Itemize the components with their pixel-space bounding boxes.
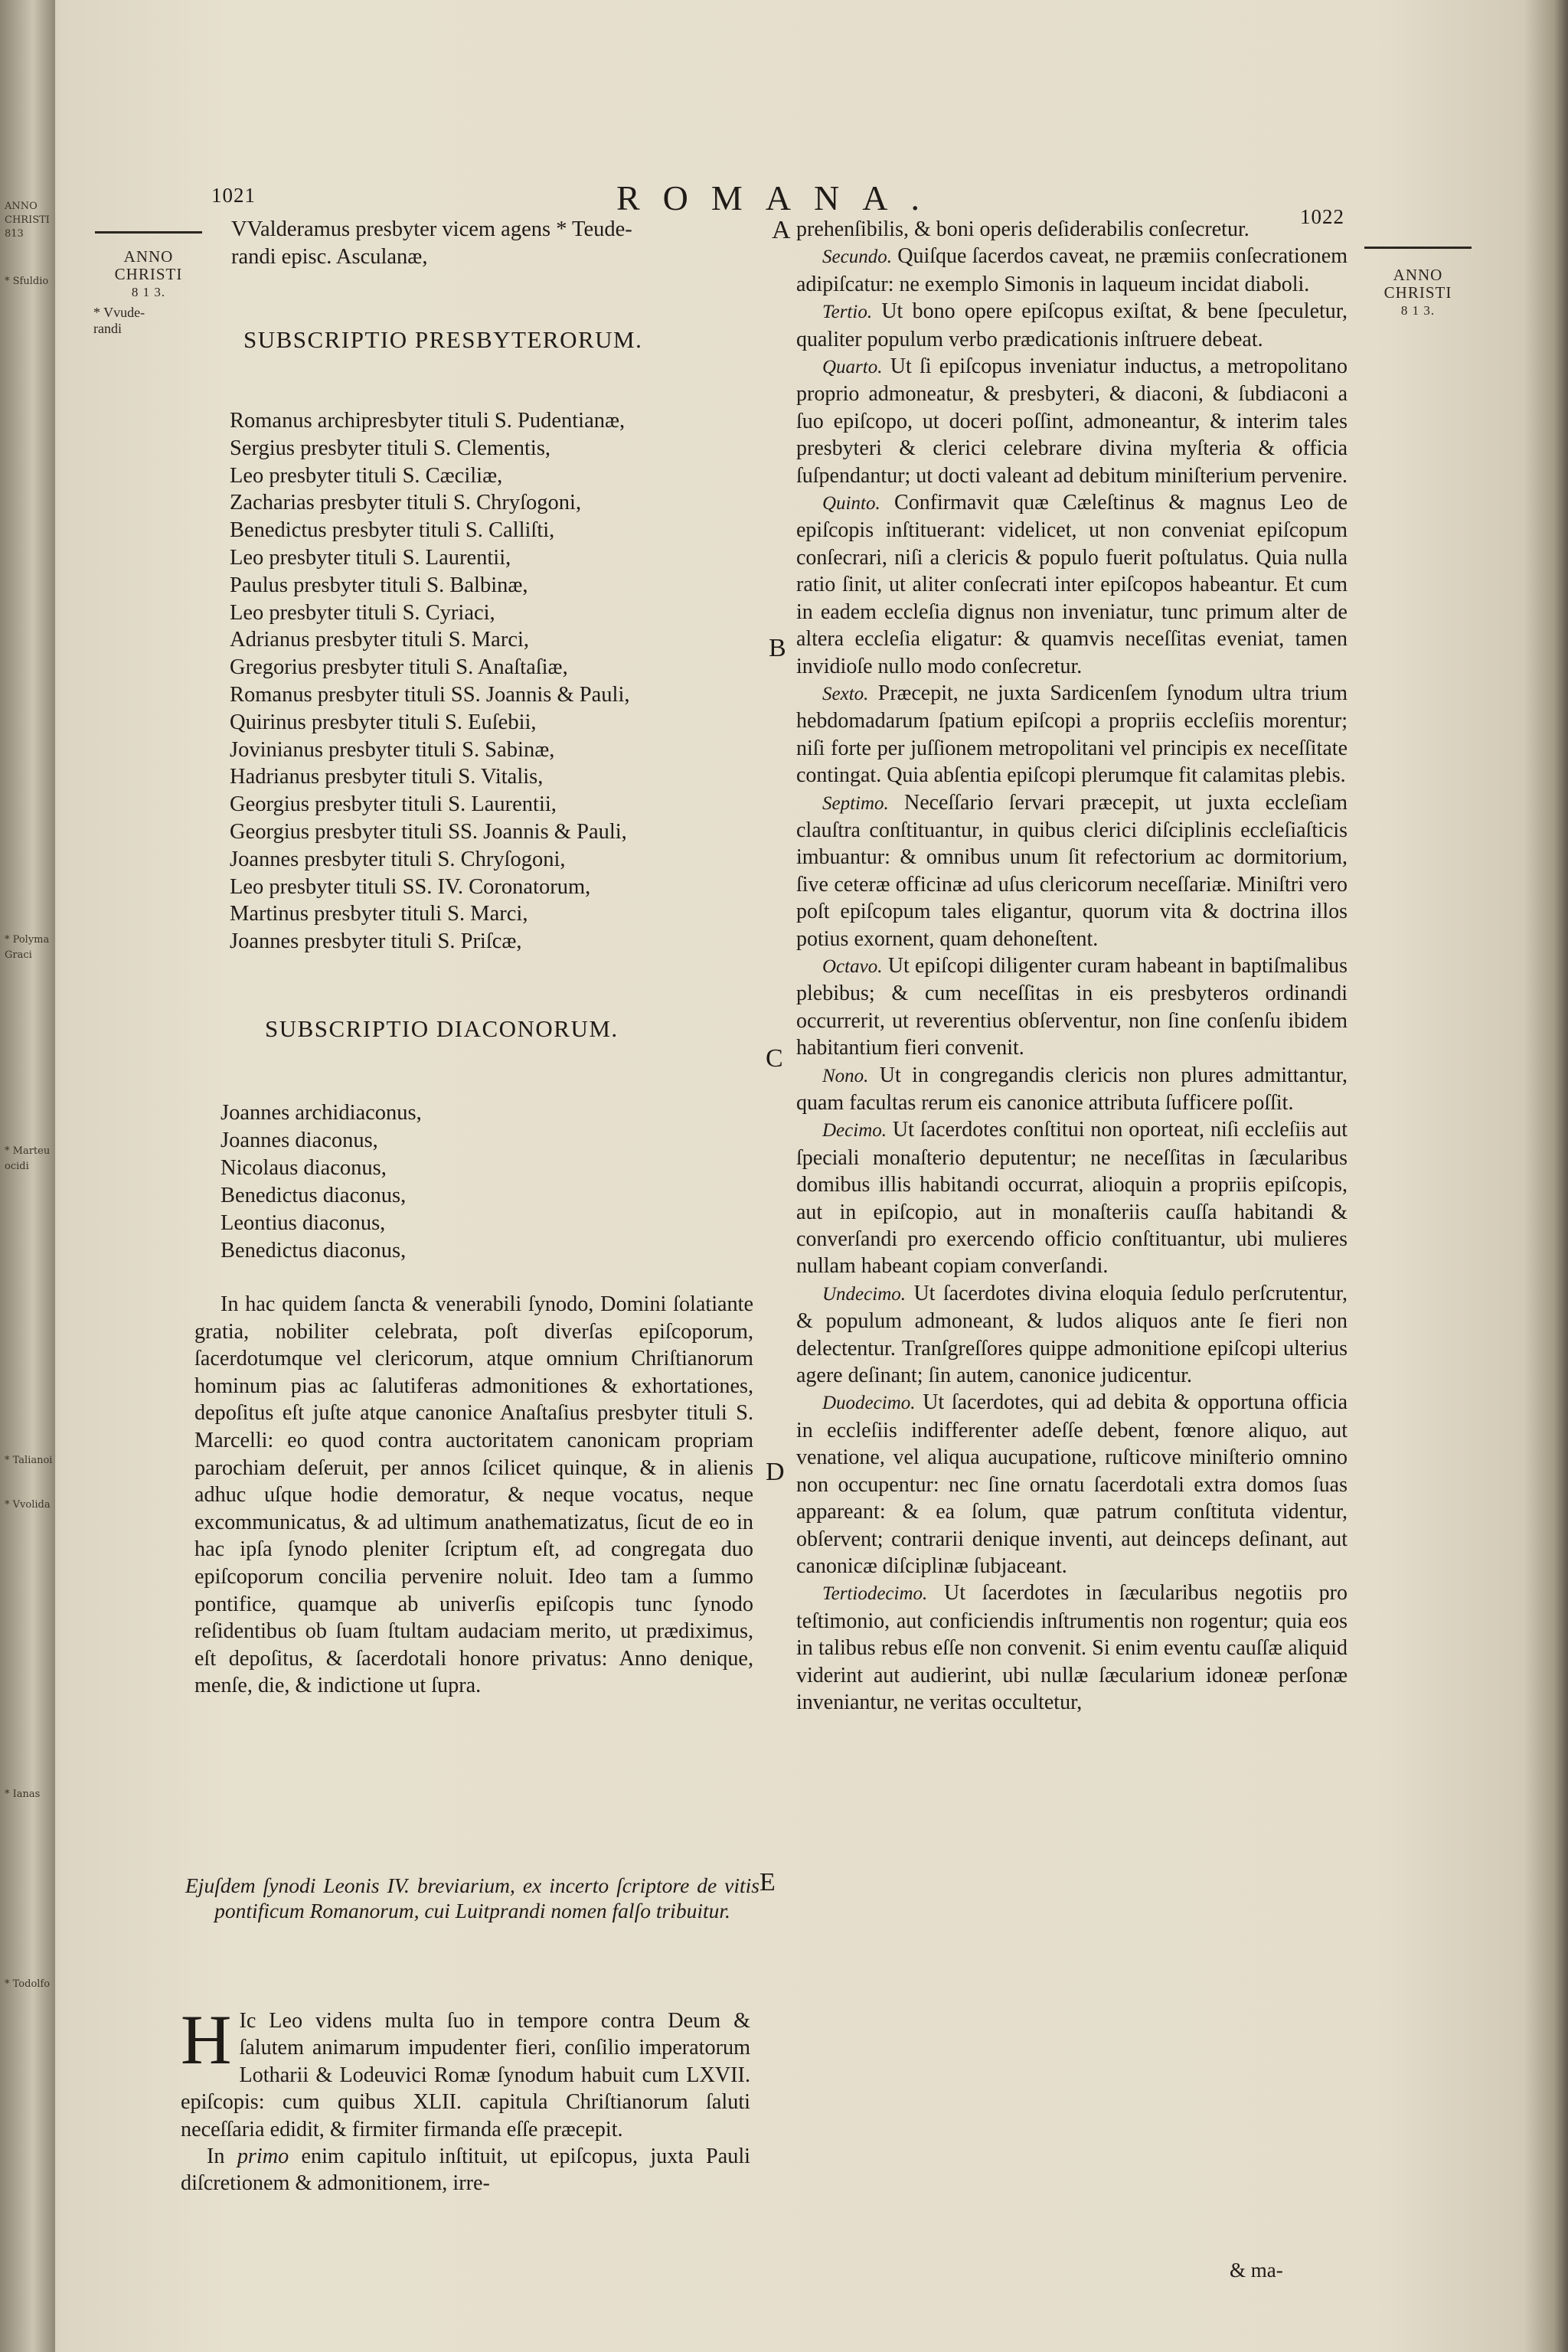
list-item: Leo presbyter tituli S. Cyriaci, xyxy=(230,600,495,625)
chapter-text: Ut epiſcopi diligenter curam habeant in baptiſmalibus plebibus; & cum neceſſitas in eis presbyteros ordinandi occurrerit, ut reverentius obſerventur, non ſine conſenſu ibidem habitantium fieri convenit. xyxy=(796,953,1348,1060)
list-item: Quirinus presbyter tituli S. Euſebii, xyxy=(230,710,537,734)
chapter-paragraph xyxy=(796,1062,1348,1117)
christi-label: CHRISTI xyxy=(1383,283,1452,302)
list-item: Jovinianus presbyter tituli S. Sabinæ, xyxy=(230,737,555,762)
edge-note: * Polyma xyxy=(5,934,50,946)
edge-note: * Todolfo xyxy=(5,1978,51,1990)
italic-word: primo xyxy=(237,2145,289,2169)
left-page-number: 1021 xyxy=(211,184,256,207)
left-margin-rule xyxy=(95,231,202,234)
anno-label: ANNO xyxy=(1393,266,1443,284)
section-letter: C xyxy=(766,1044,783,1073)
christi-label: CHRISTI xyxy=(114,265,183,283)
year-label: 8 1 3. xyxy=(1400,303,1436,318)
left-column-intro xyxy=(231,216,767,270)
breviary-text: Ic Leo videns multa ſuo in tempore contra Deum & ſalutem animarum impudenter fieri, conſilio imperatorum Lotharii & Lodeuvici Romæ ſynodum habuit cum LXVII. epiſcopis: cum quibus XLII. capitula Chriſtianorum ſaluti neceſſaria edidit, & firmiter firmanda eſſe præcepit. xyxy=(181,2009,750,2141)
list-item: Nicolaus diaconus, xyxy=(220,1156,387,1180)
chapter-text: Confirmavit quæ Cæleſtinus & magnus Leo de epiſcopis inſtituerant: videlicet, ut non conveniat epiſcopum conſecrari, niſi a clericis & populo fuerit poſtulatus. Quia nulla ratio ſinit, ut aliter conſecrati inter epiſcopos habeantur. Et cum in eadem eccleſia dignus non inveniatur, tunc primum alter de altera eccleſia eligatur: & quamvis neceſſitas eveniat, tamen invidioſe nullo modo conſecretur. xyxy=(796,491,1348,678)
list-item: Leontius diaconus, xyxy=(220,1211,386,1235)
list-item: Joannes presbyter tituli S. Chryſogoni, xyxy=(230,847,566,871)
section-letter: D xyxy=(766,1458,785,1486)
chapter-paragraph xyxy=(796,1389,1348,1579)
chapter-label: Quarto. xyxy=(822,357,883,378)
right-anno-note xyxy=(1364,266,1472,319)
chapter-paragraph xyxy=(796,1280,1348,1390)
section-letter: B xyxy=(769,634,786,662)
chapter-label: Nono. xyxy=(822,1065,869,1086)
list-item: Georgius presbyter tituli S. Laurentii, xyxy=(230,792,557,817)
chapter-label: Sexto. xyxy=(822,683,869,704)
list-item: Joannes archidiaconus, xyxy=(220,1101,422,1125)
breviary-block xyxy=(181,2001,750,2197)
edge-note: CHRISTI xyxy=(5,214,50,226)
breviary-paragraph xyxy=(181,2001,750,2143)
right-column xyxy=(796,216,1348,1716)
edge-note: * Ianas xyxy=(5,1788,41,1800)
chapter-paragraph xyxy=(796,353,1348,489)
chapter-label: Undecimo. xyxy=(822,1283,906,1305)
chapter-label: Quinto. xyxy=(822,493,880,514)
list-item: Paulus presbyter tituli S. Balbinæ, xyxy=(230,573,528,597)
chapter-label: Octavo. xyxy=(822,956,883,977)
previous-page-edge xyxy=(0,0,55,2352)
list-item: Joannes diaconus, xyxy=(220,1129,378,1152)
intro-line: randi episc. Asculanæ, xyxy=(231,244,428,269)
chapter-label: Decimo. xyxy=(822,1120,887,1142)
section-letter: A xyxy=(772,216,791,244)
anno-label: ANNO xyxy=(123,247,174,266)
right-page-number: 1022 xyxy=(1300,205,1344,228)
chapter-paragraph xyxy=(796,789,1348,952)
chapter-text: Ut ſacerdotes divina eloquia ſedulo perſcrutentur, & populum admoneant, & ludos aliquos ante ſe fieri non delectentur. Tranſgreſſores quippe admonitione epiſcopi ulterius agere deſinant; ſin autem, canonice judicentur. xyxy=(796,1281,1348,1388)
list-item: Benedictus diaconus, xyxy=(220,1239,407,1263)
presbyters-heading: SUBSCRIPTIO PRESBYTERORUM. xyxy=(243,326,643,353)
list-item: Zacharias presbyter tituli S. Chryſogoni, xyxy=(230,491,582,515)
opening-paragraph: prehenſibilis, & boni operis deſiderabilis conſecretur. xyxy=(796,217,1250,241)
drop-cap: H xyxy=(181,2001,232,2079)
list-item: Hadrianus presbyter tituli S. Vitalis, xyxy=(230,765,544,789)
edge-note: Graci xyxy=(5,949,32,961)
chapter-label: Tertiodecimo. xyxy=(822,1583,928,1605)
chapter-label: Secundo. xyxy=(822,247,892,268)
edge-note: ANNO xyxy=(5,201,38,212)
list-item: Georgius presbyter tituli SS. Joannis & Pauli, xyxy=(230,819,627,844)
list-item: Sergius presbyter tituli S. Clementis, xyxy=(230,436,551,460)
list-item: Adrianus presbyter tituli S. Marci, xyxy=(230,628,530,652)
chapter-paragraph xyxy=(796,243,1348,298)
chapter-text: Præcepit, ne juxta Sardicenſem ſynodum ultra trium hebdomadarum ſpatium epiſcopi a propriis eccleſiis morentur; niſi forte per juſſionem metropolitani vel principis ex neceſſitate contingat. Quia abſentia epiſcopi plerumque fit calamitas plebis. xyxy=(796,681,1348,788)
chapter-label: Duodecimo. xyxy=(822,1393,916,1414)
side-note-line: * Vvude- xyxy=(93,305,145,320)
closing-paragraph: In hac quidem ſancta & venerabili ſynodo, Domini ſolatiante gratia, nobiliter celebrata, poſt diverſas epiſcoporum, ſacerdotumque vel clericorum, atque omnium Chriſtianorum hominum pias ac ſalutiferas admonitiones & exhortationes, depoſitus eſt juſte atque canonice Anaſtaſius presbyter tituli S. Marcelli: eo quod contra auctoritatem canonicam propriam parochiam deſeruit, per annos ſcilicet quinque, & in alienis adhuc uſque hodie demoratur, & neque vocatus, neque excommunicatus, & ad ultimum anathematizatus, ſicut de eo in hac ipſa ſynodo pleniter ſcriptum eſt, ad congregata duo epiſcoporum concilia pervenire noluit. Ideo tam a ſummo pontifice, quamque ab univerſis epiſcopis tunc ſynodo reſidentibus ob ſuam ſtultam audaciam merito, ut prædiximus, eſt depoſitus, & ſacerdotali honore privatus: Anno denique, menſe, die, & indictione ut ſupra. xyxy=(194,1292,753,1698)
list-item: Gregorius presbyter tituli S. Anaſtaſiæ, xyxy=(230,655,568,680)
catchword: & ma- xyxy=(1230,2259,1283,2282)
list-item: Romanus presbyter tituli SS. Joannis & Pauli, xyxy=(230,682,630,707)
chapter-text: Neceſſario ſervari præcepit, ut juxta eccleſiam clauſtra conſtituantur, in quibus clerici diſciplinis eccleſiaſticis imbuantur: & omnibus unum ſit refectorium ac dormitorium, ſive ceteræ officinæ ad uſus clericorum neceſſariæ. Miniſtri vero poſt epiſcopum tales eligantur, quorum vita & doctrina illos potius exornent, quam dehoneſtent. xyxy=(796,790,1348,951)
edge-note: 813 xyxy=(5,228,24,240)
edge-note: ocidi xyxy=(5,1161,29,1172)
chapter-paragraph xyxy=(796,1116,1348,1279)
chapter-paragraph xyxy=(796,298,1348,353)
chapter-label: Septimo. xyxy=(822,792,889,814)
section-letter: E xyxy=(760,1868,776,1896)
list-item: Benedictus diaconus, xyxy=(220,1184,407,1207)
chapter-text: Ut bono opere epiſcopus exiſtat, & bene ſpeculetur, qualiter populum verbo prædicationis inſtruere debeat. xyxy=(796,299,1348,351)
breviary-last-paragraph xyxy=(181,2143,750,2197)
list-item: Romanus archipresbyter tituli S. Pudentianæ, xyxy=(230,409,626,433)
breviary-title-block xyxy=(185,1873,760,1923)
list-item: Martinus presbyter tituli S. Marci, xyxy=(230,902,528,926)
side-note-line: randi xyxy=(93,321,122,336)
breviary-title: Ejuſdem ſynodi Leonis IV. breviarium, ex incerto ſcriptore de vitis pontificum Romanorum, cui Luitprandi nomen falſo tribuitur. xyxy=(185,1873,760,1922)
text-run: In xyxy=(207,2145,225,2169)
closing-paragraph-block xyxy=(194,1291,753,1700)
chapter-paragraph xyxy=(796,489,1348,680)
chapter-text: Ut ſacerdotes conſtitui non oporteat, niſi eccleſiis aut ſpeciali monaſterio deputentur; ne neceſſitas in ſæcularibus domibus illis habitandi occurrat, alioquin a propriis epiſcopis, aut in epiſcopio, aut in monaſteriis cauſſa habitandi & converſandi pro exercendo officio conſtituantur, ubi mulieres nullam habeant copiam converſandi. xyxy=(796,1118,1348,1279)
chapter-label: Tertio. xyxy=(822,302,873,323)
year-label: 8 1 3. xyxy=(131,285,166,299)
presbyters-list xyxy=(230,407,781,956)
edge-note: * Sfuldio xyxy=(5,276,49,287)
text-run: enim capitulo inſtituit, ut epiſcopus, juxta Pauli diſcretionem & admonitionem, irre- xyxy=(181,2145,750,2196)
chapter-text: Ut ſacerdotes, qui ad debita & opportuna officia in eccleſiis indifferenter adeſſe debent, fœnore aliquo, aut venatione, vel aliqua aucupatione, ruſticove miniſterio omnino non occupentur: nec ſine ornatu ſacerdotali extra domos ſuas appareant: & ea ſolum, quæ patrum conſtituta videntur, obſervent; contrarii denique inventi, aut deinceps deſinant, aut canonicæ diſciplinæ ſubjaceant. xyxy=(796,1390,1348,1578)
left-side-note xyxy=(93,305,185,337)
edge-note: * Vvolida xyxy=(5,1499,51,1511)
chapter-paragraph xyxy=(796,952,1348,1062)
list-item: Leo presbyter tituli S. Cæciliæ, xyxy=(230,463,503,488)
running-title: ROMANA. xyxy=(616,178,942,217)
chapter-paragraph xyxy=(796,680,1348,789)
list-item: Leo presbyter tituli S. Laurentii, xyxy=(230,545,511,570)
chapter-text: Ut ſacerdotes in ſæcularibus negotiis pro teſtimonio, aut conficiendis inſtrumentis non rogentur; quia eos in talibus rebus eſſe non convenit. Si enim eventu cauſſæ aliquid viderint aut audierint, ubi nullæ ſæcularium idoneæ perſonæ inveniantur, ne veritas occultetur, xyxy=(796,1581,1348,1714)
list-item: Benedictus presbyter tituli S. Calliſti, xyxy=(230,518,555,543)
deacons-list xyxy=(220,1099,756,1265)
edge-note: * Marteu xyxy=(5,1145,51,1157)
chapter-paragraph xyxy=(796,1579,1348,1716)
left-anno-note xyxy=(95,248,202,301)
deacons-heading: SUBSCRIPTIO DIACONORUM. xyxy=(265,1015,619,1042)
list-item: Joannes presbyter tituli S. Priſcæ, xyxy=(230,929,522,954)
list-item: Leo presbyter tituli SS. IV. Coronatorum, xyxy=(230,874,591,899)
edge-note: * Talianoi xyxy=(5,1455,53,1466)
intro-line: VValderamus presbyter vicem agens * Teude- xyxy=(231,217,632,241)
right-margin-rule xyxy=(1364,247,1472,249)
chapter-text: Quiſque ſacerdos caveat, ne præmiis conſecrationem adipiſcatur: ne exemplo Simonis in laqueum incidat diaboli. xyxy=(796,244,1348,296)
chapter-text: Ut ſi epiſcopus inveniatur inductus, a metropolitano proprio admoneatur, & presbyteri, & diaconi, & ſubdiaconi a ſuo epiſcopo, ut doceri poſſint, admoneantur, & interim tales presbyteri & clerici celebrare divina myſteria & officia ſuſpendantur; ut docti valeant ad debitum miniſterium pervenire. xyxy=(796,354,1348,488)
chapter-text: Ut in congregandis clericis non plures admittantur, quam facultas rerum eis canonice attributa ſufficere poſſit. xyxy=(796,1063,1348,1115)
